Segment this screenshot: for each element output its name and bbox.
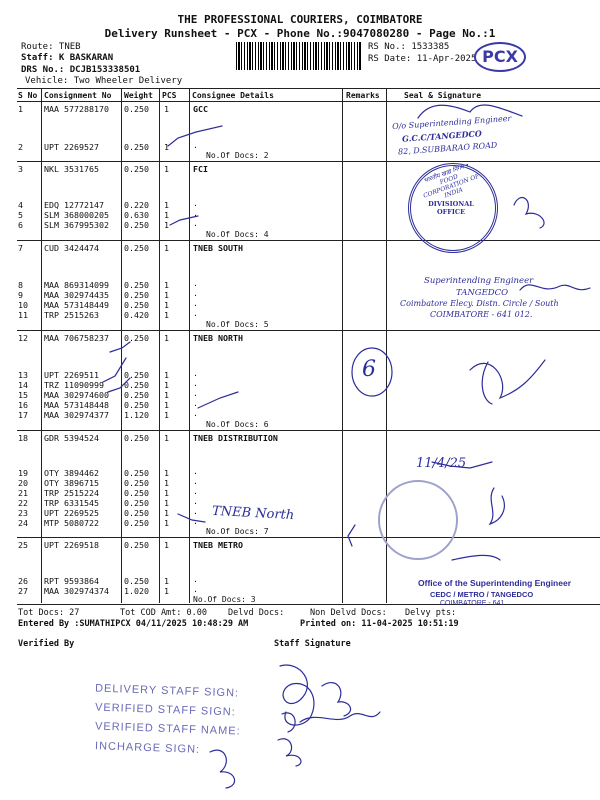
- weight-cell: 0.250: [124, 576, 149, 586]
- pcs-cell: 1: [164, 310, 169, 320]
- weight-cell: 0.250: [124, 540, 149, 550]
- row-dot: .: [193, 198, 198, 208]
- col-header-remarks: Remarks: [346, 91, 380, 100]
- pcs-cell: 1: [164, 142, 169, 152]
- consignment-cell: MAA 302974377: [44, 410, 109, 420]
- no-of-docs: No.Of Docs: 6: [206, 420, 269, 429]
- no-of-docs: No.Of Docs: 2: [206, 151, 269, 160]
- south-stamp-line2: TANGEDCO: [456, 288, 509, 298]
- sno-cell: 2: [18, 142, 23, 152]
- pcs-cell: 1: [164, 333, 169, 343]
- sno-cell: 6: [18, 220, 23, 230]
- weight-cell: 0.250: [124, 370, 149, 380]
- weight-cell: 0.250: [124, 333, 149, 343]
- pcx-stamp: PCX: [474, 42, 526, 72]
- pcs-cell: 1: [164, 433, 169, 443]
- consignment-cell: MAA 573148449: [44, 300, 109, 310]
- consignment-cell: MTP 5080722: [44, 518, 99, 528]
- consignment-cell: UPT 2269511: [44, 370, 99, 380]
- col-header-pcs: PCS: [162, 91, 177, 100]
- sno-cell: 21: [18, 488, 28, 498]
- weight-cell: 0.250: [124, 508, 149, 518]
- entered-by: Entered By :SUMATHIPCX 04/11/2025 10:48:29 AM: [18, 619, 249, 629]
- pcs-cell: 1: [164, 164, 169, 174]
- weight-cell: 0.250: [124, 220, 149, 230]
- drs-number: DRS No.: DCJB153338501: [21, 65, 141, 75]
- row-dot: .: [193, 218, 198, 228]
- south-stamp-line3: Coimbatore Elecy. Distn. Circle / South: [400, 299, 559, 308]
- sno-cell: 3: [18, 164, 23, 174]
- consignment-cell: TRP 6331545: [44, 498, 99, 508]
- weight-cell: 0.420: [124, 310, 149, 320]
- row-dot: .: [193, 476, 198, 486]
- col-header-sno: S No: [18, 91, 38, 100]
- pcs-cell: 1: [164, 280, 169, 290]
- col-header-consignment: Consignment No: [44, 91, 112, 100]
- fci-stamp-center: DIVISIONAL OFFICE: [428, 200, 474, 216]
- metro-stamp-line2: CEDC / METRO / TANGEDCO: [430, 590, 534, 599]
- pcs-cell: 1: [164, 478, 169, 488]
- pcs-cell: 1: [164, 200, 169, 210]
- no-of-docs: No.Of Docs: 4: [206, 230, 269, 239]
- col-header-seal: Seal & Signature: [404, 91, 482, 100]
- sno-cell: 24: [18, 518, 28, 528]
- consignment-cell: TRZ 11090999: [44, 380, 104, 390]
- pcs-cell: 1: [164, 410, 169, 420]
- weight-cell: 0.250: [124, 518, 149, 528]
- weight-cell: 0.250: [124, 488, 149, 498]
- delivery-staff-sign-line: DELIVERY STAFF SIGN:: [94, 682, 240, 700]
- consignment-cell: EDQ 12772147: [44, 200, 104, 210]
- row-dot: .: [193, 408, 198, 418]
- consignment-cell: NKL 3531765: [44, 164, 99, 174]
- consignment-cell: MAA 302974374: [44, 586, 109, 596]
- sno-cell: 22: [18, 498, 28, 508]
- sno-cell: 18: [18, 433, 28, 443]
- row-dot: .: [193, 388, 198, 398]
- pcs-cell: 1: [164, 488, 169, 498]
- weight-cell: 0.250: [124, 390, 149, 400]
- staff-signature-label: Staff Signature: [274, 639, 351, 649]
- sno-cell: 17: [18, 410, 28, 420]
- sno-cell: 4: [18, 200, 23, 210]
- weight-cell: 0.250: [124, 498, 149, 508]
- weight-cell: 0.250: [124, 280, 149, 290]
- row-dot: .: [193, 298, 198, 308]
- gcc-stamp-line2: G.C.C/TANGEDCO: [401, 128, 483, 144]
- sno-cell: 7: [18, 243, 23, 253]
- total-cod-amount: Tot COD Amt: 0.00: [120, 608, 207, 618]
- row-dot: .: [193, 584, 198, 594]
- weight-cell: 0.250: [124, 478, 149, 488]
- pcs-cell: 1: [164, 586, 169, 596]
- printed-on: Printed on: 11-04-2025 10:51:19: [300, 619, 459, 629]
- consignee-name: FCI: [193, 164, 208, 174]
- handwritten-date: 11/4/25: [416, 456, 467, 471]
- weight-cell: 0.250: [124, 468, 149, 478]
- total-docs: Tot Docs: 27: [18, 608, 80, 618]
- consignee-name: TNEB METRO: [193, 540, 243, 550]
- sno-cell: 12: [18, 333, 28, 343]
- pcs-cell: 1: [164, 576, 169, 586]
- consignment-cell: TRP 2515224: [44, 488, 99, 498]
- south-stamp-line4: COIMBATORE - 641 012.: [430, 310, 533, 319]
- row-dot: .: [193, 208, 198, 218]
- south-stamp-line1: Superintending Engineer: [424, 276, 534, 286]
- pcs-cell: 1: [164, 220, 169, 230]
- vehicle-label: Vehicle: Two Wheeler Delivery: [25, 76, 183, 86]
- weight-cell: 0.250: [124, 243, 149, 253]
- weight-cell: 1.020: [124, 586, 149, 596]
- pcs-cell: 1: [164, 300, 169, 310]
- row-dot: .: [193, 288, 198, 298]
- no-of-docs: No.Of Docs: 7: [206, 527, 269, 536]
- consignment-cell: UPT 2269518: [44, 540, 99, 550]
- consignee-name: TNEB DISTRIBUTION: [193, 433, 278, 443]
- row-dot: .: [193, 506, 198, 516]
- col-header-weight: Weight: [124, 91, 153, 100]
- pcs-cell: 1: [164, 210, 169, 220]
- pcs-cell: 1: [164, 390, 169, 400]
- verified-staff-name-line: VERIFIED STAFF NAME:: [94, 720, 241, 738]
- row-dot: .: [193, 368, 198, 378]
- pcs-cell: 1: [164, 498, 169, 508]
- sno-cell: 5: [18, 210, 23, 220]
- col-header-consignee: Consignee Details: [192, 91, 274, 100]
- runsheet-subtitle: Delivery Runsheet - PCX - Phone No.:9047080280 - Page No.:1: [104, 27, 496, 40]
- metro-stamp-line1: Office of the Superintending Engineer: [418, 578, 572, 588]
- weight-cell: 0.250: [124, 142, 149, 152]
- consignment-cell: MAA 706758237: [44, 333, 109, 343]
- weight-cell: 0.250: [124, 380, 149, 390]
- consignment-cell: UPT 2269527: [44, 142, 99, 152]
- consignment-cell: MAA 577288170: [44, 104, 109, 114]
- sno-cell: 1: [18, 104, 23, 114]
- consignment-cell: MAA 302974435: [44, 290, 109, 300]
- delivery-points: Delvy pts:: [405, 608, 457, 618]
- no-of-docs: No.Of Docs: 5: [206, 320, 269, 329]
- gcc-stamp-line1: O/o Superintending Engineer: [391, 113, 512, 132]
- pcs-cell: 1: [164, 380, 169, 390]
- weight-cell: 0.250: [124, 164, 149, 174]
- sno-cell: 20: [18, 478, 28, 488]
- non-delivered-docs: Non Delvd Docs:: [310, 608, 387, 618]
- pcs-cell: 1: [164, 290, 169, 300]
- sno-cell: 25: [18, 540, 28, 550]
- row-dot: .: [193, 378, 198, 388]
- consignment-cell: GDR 5394524: [44, 433, 99, 443]
- weight-cell: 0.250: [124, 433, 149, 443]
- rs-number: RS No.: 1533385: [368, 42, 450, 52]
- weight-cell: 1.120: [124, 410, 149, 420]
- row-dot: .: [193, 486, 198, 496]
- consignment-cell: UPT 2269525: [44, 508, 99, 518]
- sno-cell: 9: [18, 290, 23, 300]
- sno-cell: 11: [18, 310, 28, 320]
- weight-cell: 0.250: [124, 400, 149, 410]
- consignment-cell: OTY 3896715: [44, 478, 99, 488]
- row-dot: .: [193, 278, 198, 288]
- pcs-cell: 1: [164, 540, 169, 550]
- row-dot: .: [193, 308, 198, 318]
- fci-stamp-ring-text: भारतीय खाद्य निगम • FOOD CORPORATION OF INDIA: [422, 161, 481, 200]
- route-label: Route: TNEB: [21, 42, 81, 52]
- consignment-cell: SLM 367995302: [44, 220, 109, 230]
- handwritten-tneb-north: TNEB North: [211, 503, 295, 524]
- weight-cell: 0.250: [124, 290, 149, 300]
- no-of-docs: No.Of Docs: 3: [193, 595, 256, 604]
- consignee-name: TNEB SOUTH: [193, 243, 243, 253]
- sno-cell: 14: [18, 380, 28, 390]
- consignee-name: TNEB NORTH: [193, 333, 243, 343]
- row-dot: .: [193, 140, 198, 150]
- pcs-cell: 1: [164, 468, 169, 478]
- row-dot: .: [193, 398, 198, 408]
- pcs-cell: 1: [164, 104, 169, 114]
- sno-cell: 8: [18, 280, 23, 290]
- metro-stamp-line3: COIMBATORE - 641 ...: [440, 600, 513, 607]
- pcs-cell: 1: [164, 370, 169, 380]
- consignment-cell: MAA 869314099: [44, 280, 109, 290]
- sno-cell: 16: [18, 400, 28, 410]
- rs-date: RS Date: 11-Apr-2025: [368, 54, 477, 64]
- verified-staff-sign-line: VERIFIED STAFF SIGN:: [94, 701, 236, 719]
- weight-cell: 0.220: [124, 200, 149, 210]
- row-dot: .: [193, 496, 198, 506]
- consignee-name: GCC: [193, 104, 208, 114]
- row-dot: .: [193, 466, 198, 476]
- pcs-cell: 1: [164, 518, 169, 528]
- staff-label: Staff: K BASKARAN: [21, 53, 114, 63]
- delivered-docs: Delvd Docs:: [228, 608, 285, 618]
- pcs-cell: 1: [164, 243, 169, 253]
- consignment-cell: TRP 2515263: [44, 310, 99, 320]
- sno-cell: 19: [18, 468, 28, 478]
- consignment-cell: MAA 573148448: [44, 400, 109, 410]
- consignment-cell: RPT 9593864: [44, 576, 99, 586]
- consignment-cell: CUD 3424474: [44, 243, 99, 253]
- sno-cell: 23: [18, 508, 28, 518]
- sno-cell: 27: [18, 586, 28, 596]
- company-title: THE PROFESSIONAL COURIERS, COIMBATORE: [177, 13, 423, 26]
- consignment-cell: SLM 368000205: [44, 210, 109, 220]
- consignment-cell: OTY 3894462: [44, 468, 99, 478]
- consignment-cell: MAA 302974600: [44, 390, 109, 400]
- sno-cell: 10: [18, 300, 28, 310]
- sno-cell: 26: [18, 576, 28, 586]
- sno-cell: 13: [18, 370, 28, 380]
- weight-cell: 0.630: [124, 210, 149, 220]
- sno-cell: 15: [18, 390, 28, 400]
- weight-cell: 0.250: [124, 300, 149, 310]
- handwritten-six: 6: [362, 357, 376, 382]
- verified-by-label: Verified By: [18, 639, 75, 649]
- row-dot: .: [193, 574, 198, 584]
- weight-cell: 0.250: [124, 104, 149, 114]
- gcc-stamp-line3: 82, D.SUBBARAO ROAD: [397, 140, 498, 157]
- pcs-cell: 1: [164, 508, 169, 518]
- incharge-sign-line: INCHARGE SIGN:: [94, 740, 201, 756]
- row-dot: .: [193, 516, 198, 526]
- pcs-cell: 1: [164, 400, 169, 410]
